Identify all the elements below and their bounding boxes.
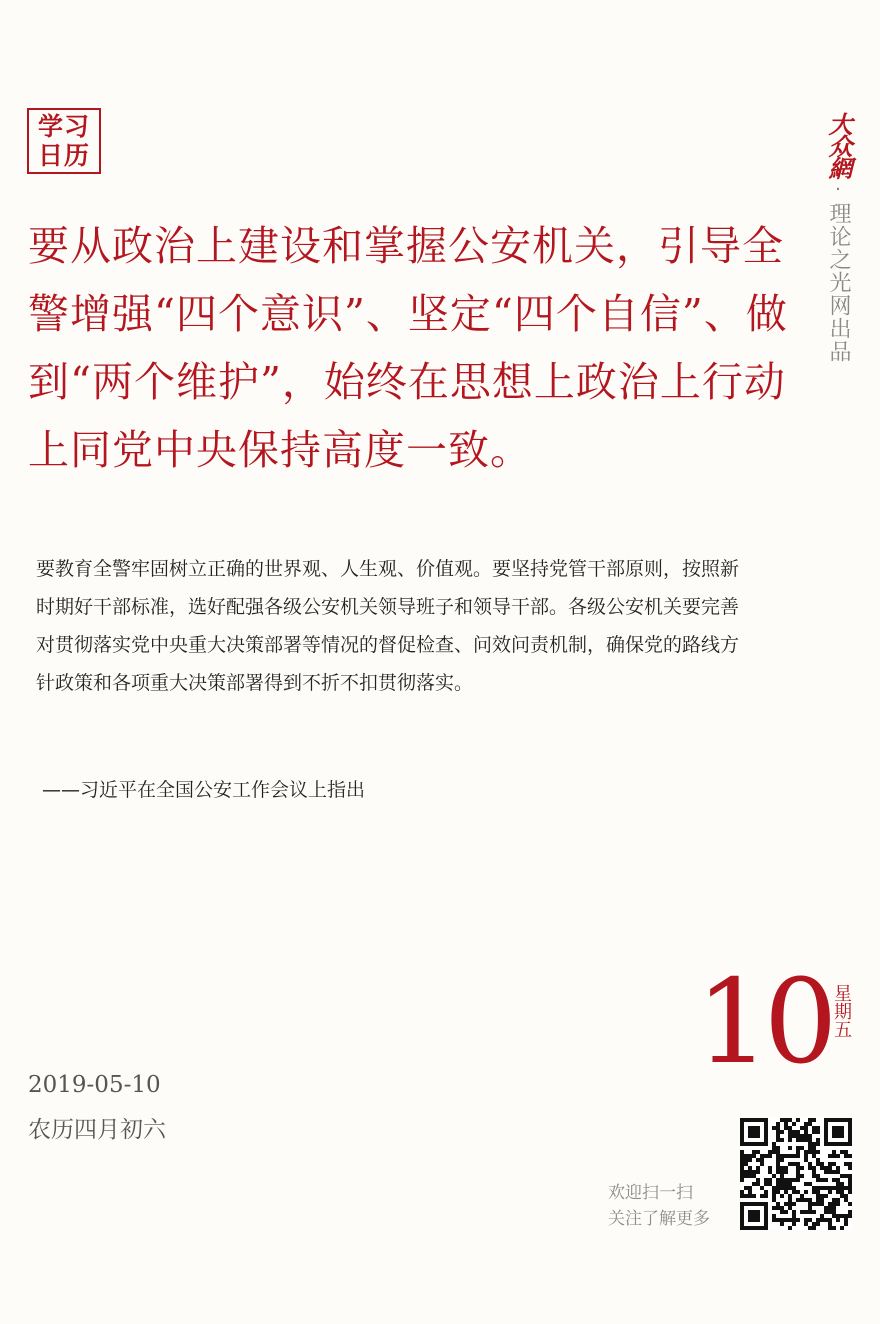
lunar-date: 农历四月初六 [28,1117,166,1143]
brand-text: 理论之光网出品 [826,202,851,363]
study-calendar-badge [27,108,101,174]
calendar-date: 2019-05-10 [28,1072,161,1098]
badge-line-1: 学习 [37,112,90,141]
scan-prompt [608,1180,728,1232]
calendar-weekday: 星期五 [831,984,852,1038]
scan-line-1: 欢迎扫一扫 [608,1183,693,1203]
dazhong-logo: 大众網 [824,112,853,178]
quote-source: ——习近平在全国公安工作会议上指出 [42,779,366,801]
body-paragraph: 要教育全警牢固树立正确的世界观、人生观、价值观。要坚持党管干部原则，按照新时期好干部标准，选好配强各级公安机关领导班子和领导干部。各级公安机关要完善对贯彻落实党中央重大决策部署等情况的督促检查、问效问责机制，确保党的路线方针政策和各项重大决策部署得到不折不扣贯彻落实。 [36,558,740,694]
qr-code-icon[interactable] [740,1118,852,1230]
headline-quote: 要从政治上建设和掌握公安机关，引导全警增强“四个意识”、坚定“四个自信”、做到“两个维护”，始终在思想上政治上行动上同党中央保持高度一致。 [28,222,788,474]
brand-vertical [818,112,858,363]
brand-separator: · [835,179,841,200]
scan-line-2: 关注了解更多 [608,1209,710,1229]
badge-line-2: 日历 [37,141,90,170]
calendar-day: 10 [696,955,832,1090]
